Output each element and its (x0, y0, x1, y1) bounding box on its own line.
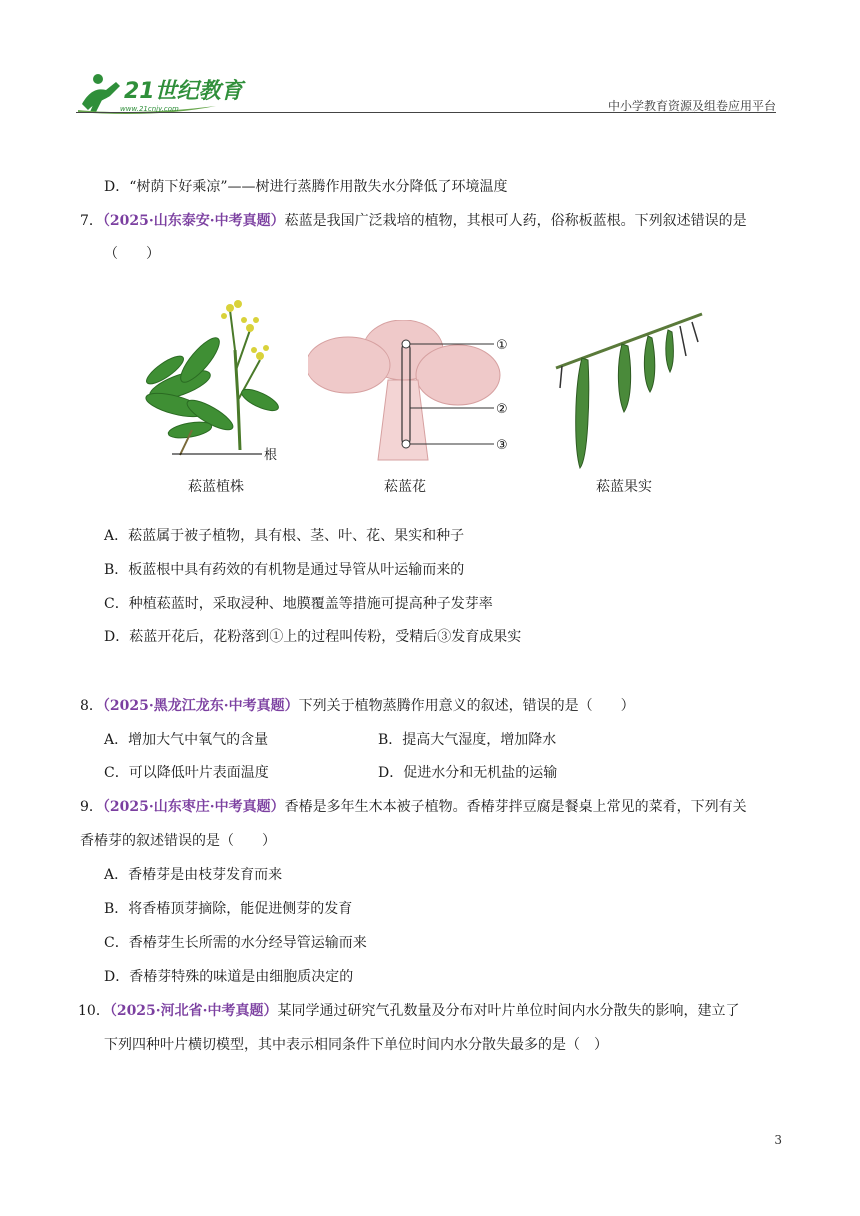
woad-plant-image (140, 290, 290, 470)
q8-option-c: C．可以降低叶片表面温度 (104, 765, 269, 781)
q7-option-d: D．菘蓝开花后，花粉落到①上的过程叫传粉，受精后③发育成果实 (104, 629, 522, 645)
root-label: 根 (264, 448, 278, 463)
q10-stem-line2: 下列四种叶片横切模型，其中表示相同条件下单位时间内水分散失最多的是（ ） (104, 1037, 608, 1053)
q9-source-tag: （2025·山东枣庄·中考真题） (102, 799, 285, 815)
marker-1: ① (496, 338, 508, 353)
caption-fruit: 菘蓝果实 (596, 479, 652, 495)
question-9: 9．（2025·山东枣庄·中考真题）香椿是多年生木本被子植物。香椿芽拌豆腐是餐桌上常见的菜肴，下列有关 (80, 799, 747, 815)
platform-name: 中小学教育资源及组卷应用平台 (607, 99, 776, 113)
marker-2: ② (496, 402, 508, 417)
q9-option-a: A．香椿芽是由枝芽发育而来 (104, 867, 283, 883)
runner-logo-icon (76, 70, 256, 116)
q7-source-tag: （2025·山东泰安·中考真题） (102, 213, 285, 229)
svg-text:www.21cnjy.com: www.21cnjy.com (120, 105, 179, 113)
page-number: 3 (774, 1133, 782, 1147)
caption-plant: 菘蓝植株 (188, 479, 244, 495)
caption-flower: 菘蓝花 (384, 479, 426, 495)
q8-option-a: A．增加大气中氧气的含量 (104, 732, 269, 748)
svg-text:21世纪教育: 21世纪教育 (124, 79, 243, 104)
q7-option-a: A．菘蓝属于被子植物，具有根、茎、叶、花、果实和种子 (104, 528, 465, 544)
q8-option-b: B．提高大气湿度，增加降水 (378, 732, 557, 748)
q9-option-c: C．香椿芽生长所需的水分经导管运输而来 (104, 935, 367, 951)
question-8: 8．（2025·黑龙江龙东·中考真题）下列关于植物蒸腾作用意义的叙述，错误的是（ ） (80, 698, 635, 714)
woad-fruit-image (552, 308, 712, 478)
q9-option-b: B．将香椿顶芽摘除，能促进侧芽的发育 (104, 901, 353, 917)
woad-flower-image (308, 320, 548, 480)
question-10: 10．（2025·河北省·中考真题）某同学通过研究气孔数量及分布对叶片单位时间内水分散失的影响，建立了 (78, 1003, 740, 1019)
marker-3: ③ (496, 438, 508, 453)
q9-option-d: D．香椿芽特殊的味道是由细胞质决定的 (104, 969, 354, 985)
q8-source-tag: （2025·黑龙江龙东·中考真题） (102, 698, 299, 714)
q6-option-d: D．“树荫下好乘凉”——树进行蒸腾作用散失水分降低了环境温度 (104, 179, 508, 195)
q9-stem-line2: 香椿芽的叙述错误的是（ ） (80, 833, 276, 849)
q7-figure (140, 290, 740, 500)
q10-source-tag: （2025·河北省·中考真题） (109, 1003, 278, 1019)
question-7: 7．（2025·山东泰安·中考真题）菘蓝是我国广泛栽培的植物，其根可人药，俗称板蓝根。下列叙述错误的是 (80, 213, 747, 229)
site-logo (76, 70, 256, 116)
q7-blank: （ ） (104, 246, 160, 262)
q8-option-d: D．促进水分和无机盐的运输 (378, 765, 558, 781)
header-divider (76, 112, 776, 113)
q7-option-c: C．种植菘蓝时，采取浸种、地膜覆盖等措施可提高种子发芽率 (104, 596, 493, 612)
q7-option-b: B．板蓝根中具有药效的有机物是通过导管从叶运输而来的 (104, 562, 465, 578)
